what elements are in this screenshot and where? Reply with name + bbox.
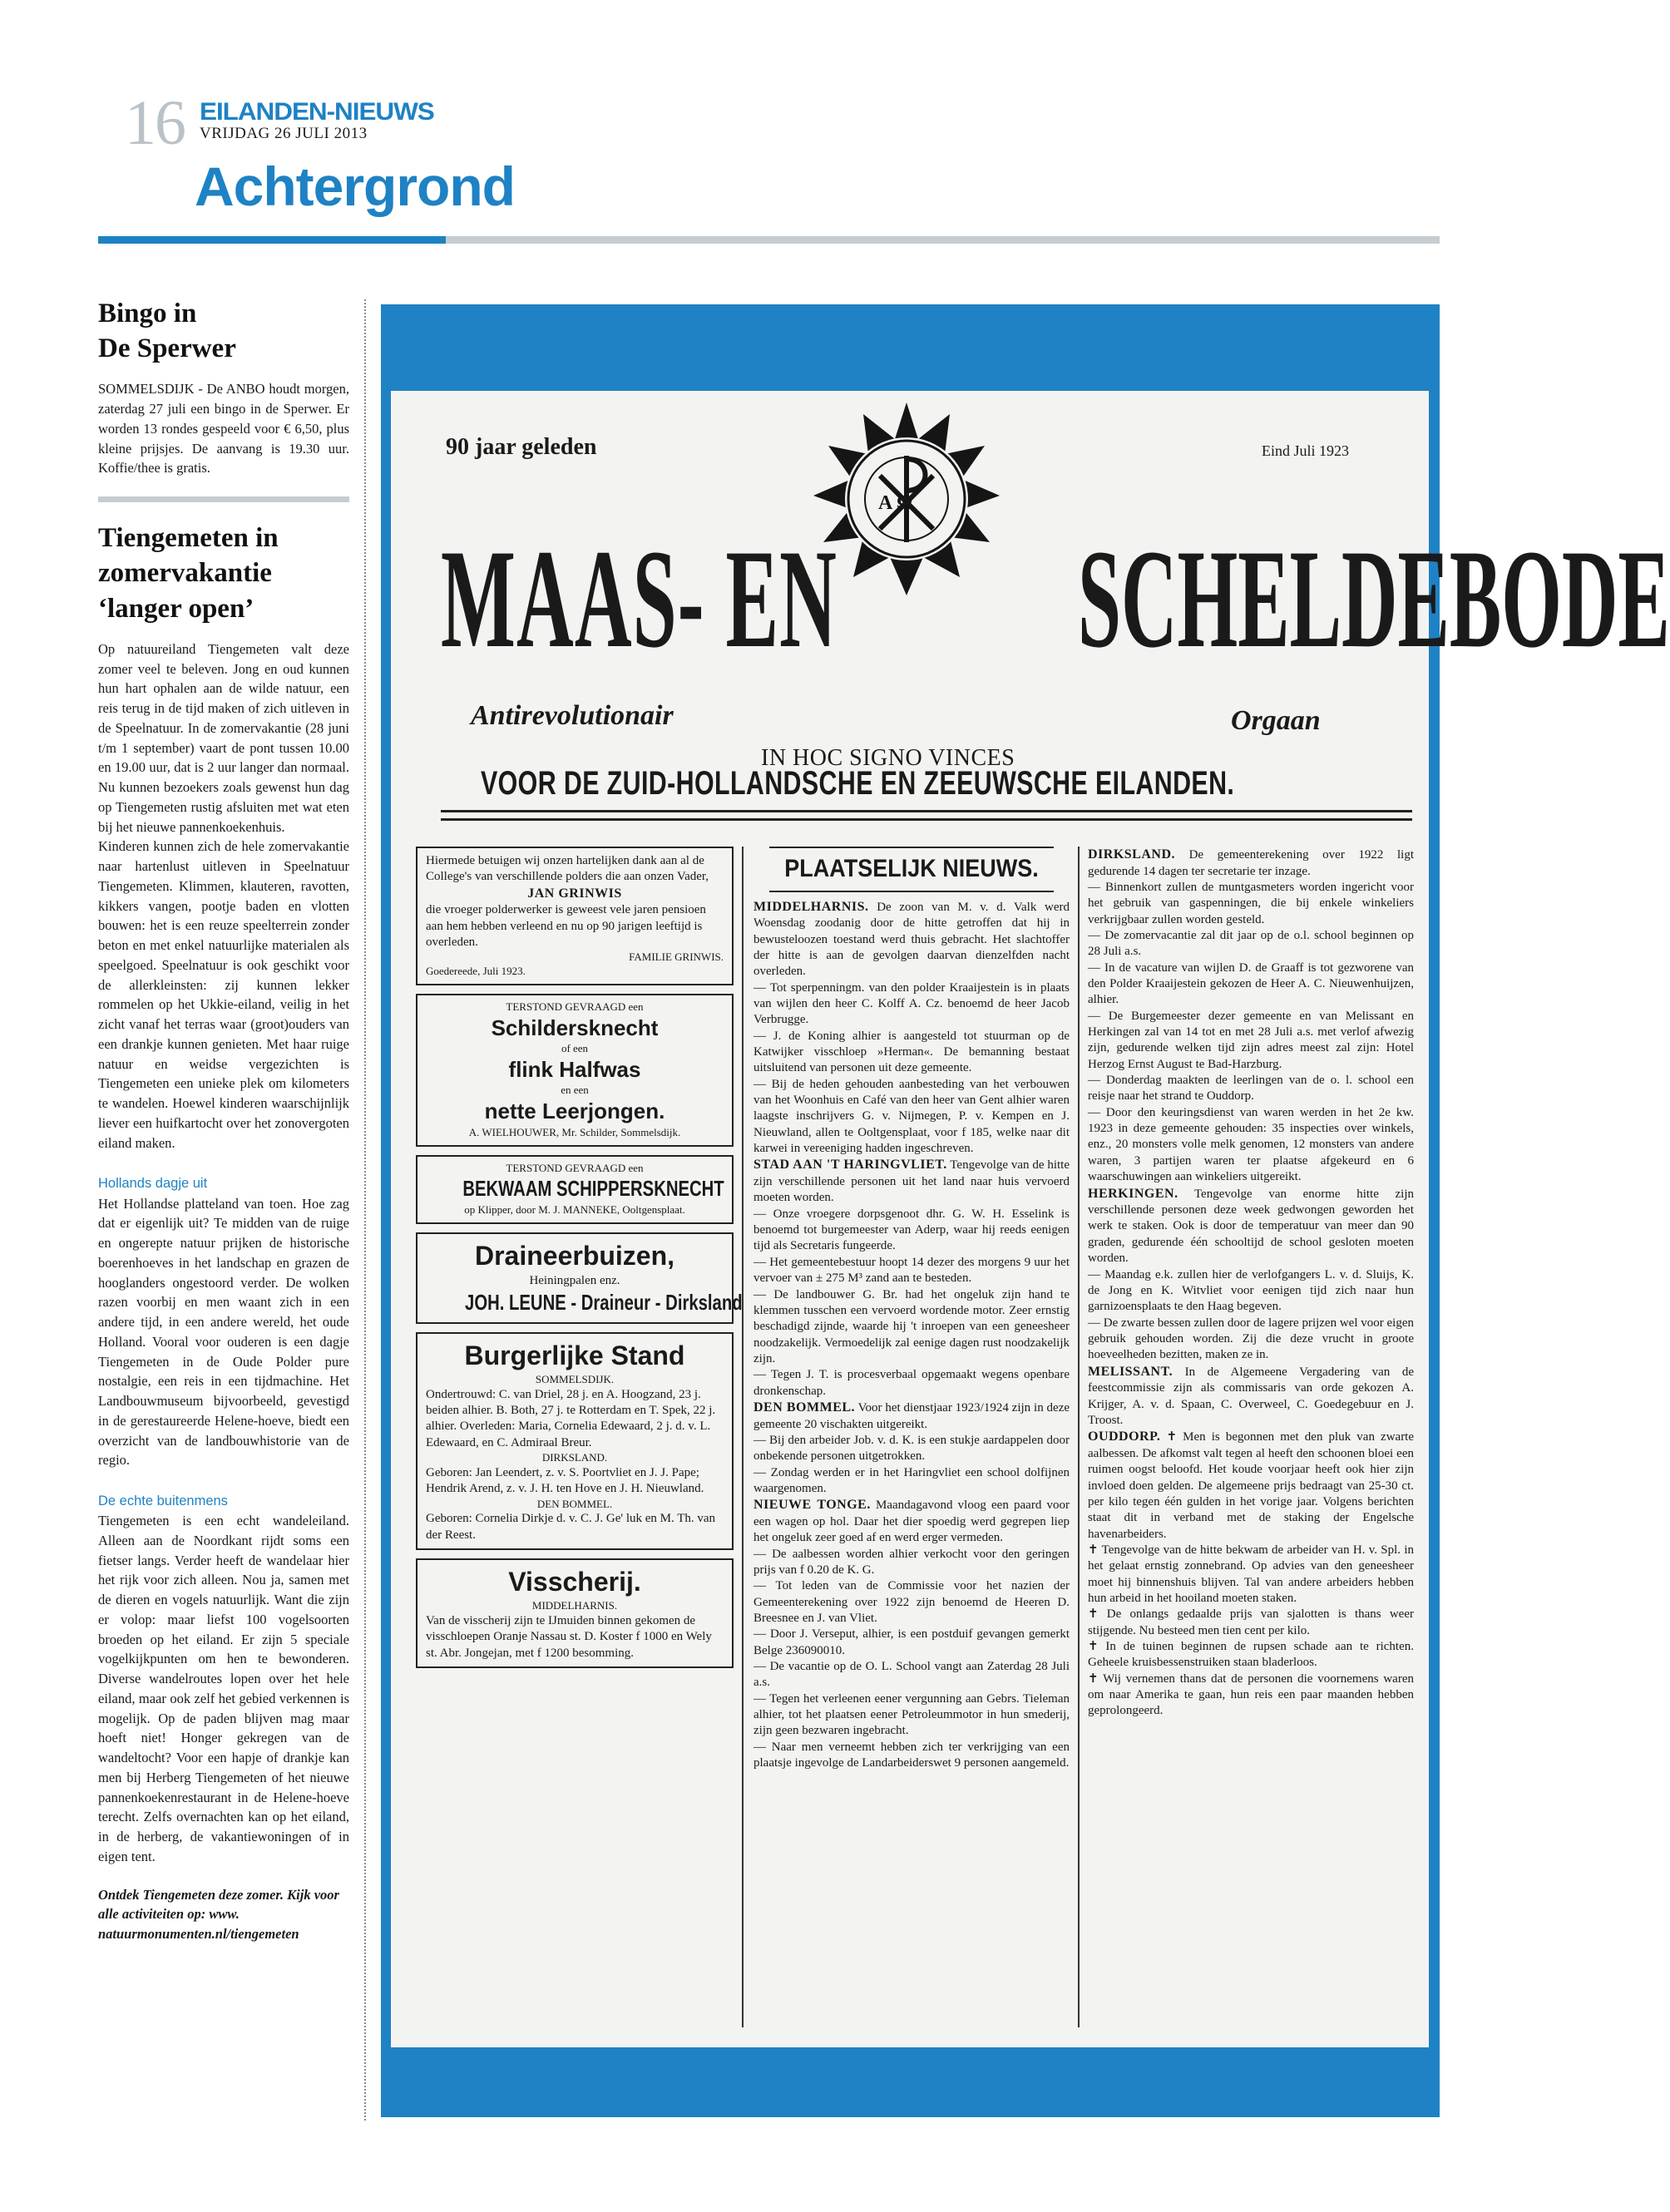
tagline-right: Orgaan [1231, 705, 1321, 736]
paragraph: Kinderen kunnen zich de hele zomervakantie naar hartenlust uitleven in Speelnatuur Tiengemeten. Klimmen, klauteren, ravotten, kikkers vangen, pootje baden en vlotten bouwen: het is een reuze speelterrein zonder beton en met enkel natuurlijke materialen als speelgoed. Speelnatuur is ook geschikt voor de allerkleinsten: zij kunnen lekker rommelen op het Ukkie-eiland, veilig in het zicht vanaf het terras waar (groot)ouders van een drankje kunnen genieten. Met haar ruige natuur en weidse vergezichten is Tiengemeten een unieke plek om kilometers te wandelen. Hoewel kinderen waarschijnlijk liever een huifkartocht over het zonovergoten eiland maken. [98, 838, 349, 1151]
local-news-heading: PLAATSELIJK NIEUWS. [769, 847, 1054, 892]
job-advertisement: TERSTOND GEVRAAGD een BEKWAAM SCHIPPERSKNECHT op Klipper, door M. J. MANNEKE, Ooltgensplaat. [416, 1155, 734, 1224]
subheading: De echte buitenmens [98, 1494, 228, 1509]
column-rule [742, 847, 744, 2027]
column-separator [364, 299, 366, 2121]
bingo-title: Bingo in De Sperwer [98, 299, 236, 364]
newspaper-column-regional-news: DIRKSLAND. De gemeenterekening over 1922 ligt gedurende 14 dagen ter secretarie ter inzage. — Binnenkort zullen de muntgasmeters worden ingericht voor het gebruik van gaspenningen, die bij enkele winkeliers verkrijgbaar zullen worden gesteld. — De zomervacantie zal dit jaar op de o.l. school beginnen op 28 Juli a.s. — In de vacature van wijlen D. de Graaff is tot gezworene van den Polder Kraaijestein gekozen de Heer A. C. Nieuwenhuijzen, alhier. — De Burgemeester dezer gemeente en van Melissant en Herkingen zal van 14 tot en met 28 Juli a.s. met verlof afwezig zijn, gedurende welken tijd zijn adres meest zal zijn: Hotel Herzog Ernst August te Bad-Harzburg. — Donderdag maakten de leerlingen van de o. l. school een reisje naar het strand te Ouddorp. — Door den keuringsdienst van waren werden in het 2e kw. 1923 in deze gemeente gehouden: 35 inspecties over winkels, enz., 20 monsters volle melk genomen, 12 monsters van andere waren, 3 partijen waren ter plaatse afgekeurd en 6 waarschuwingen aan winkeliers uitgereikt. HERKINGEN. Tengevolge van enorme hitte zijn verschillende personen deze week gedwongen geworden het werk te staken. Ook is door de temperatuur van meer dan 90 graden, gedurende één schooltijd de school gesloten moeten worden. — Maandag e.k. zullen hier de verlofgangers L. v. d. Sluijs, K. de Jong en K. Witvliet voor eenigen tijd zich naar hun garnizoensplaats te den Haag begeven. — De zwarte bessen zullen door de lagere prijzen wel voor eigen gebruik gehouden worden. Zij die deze vrucht in groote hoeveelheden bezitten, maken ze in. MELISSANT. In de Algemeene Vergadering van de feestcommissie zijn als commissaris van orde gekozen A. Krijger, A. v. d. Spaan, C. Overweel, C. Goedegebuur en J. Troost. OUDDORP. ✝ Men is begonnen met den pluk van zwarte aalbessen. De afkomst valt tegen al heeft den schoonen bloei een ruimen oogst beloofd. Het koude voorjaar heeft ook hier zijn invloed doen gelden. De algemeene prijs bedraagt van 25-30 ct. per kilo tegen één gulden in het vorige jaar. Volgens berichten staat dit in verband met de staking der Engelsche havenarbeiders. ✝ Tengevolge van de hitte bekwam de arbeider van H. v. Spl. in het gelaat ernstig zonnebrand. Op advies van den geneesheer moet hij binnenshuis blijven. Tal van andere arbeiders hebben hun arbeid in het hooiland moeten staken. ✝ De onlangs gedaalde prijs van sjalotten is thans weer stijgende. Nu besteed men tien cent per kilo. ✝ In de tuinen beginnen de rupsen schade aan te richten. Geheele kruisbessenstruiken staan bladerloos. ✝ Wij vernemen thans dat de personen die voornemens waren om naar Amerika te gaan, hun reis een paar maanden hebben geprolongeerd. [1088, 847, 1415, 1718]
bingo-body: SOMMELSDIJK - De ANBO houdt morgen, zaterdag 27 juli een bingo in de Sperwer. Er worden 13 rondes gespeeld voor € 6,50, plus kleine prijsjes. De aanvang is 19.30 uur. Koffie/thee is gratis. [98, 381, 349, 476]
section-title: Achtergrond [195, 156, 515, 217]
civil-registry: Burgerlijke Stand SOMMELSDIJK. Ondertrouwd: C. van Driel, 28 j. en A. Hoogzand, 23 j. beiden alhier. B. Both, 27 j. te Rotterdam en T. Spek, 22 j. alhier. Overleden: Maria, Cornelia Edewaard, 2 j. d. v. L. Edewaard, en C. Admiraal Breur. DIRKSLAND. Geboren: Jan Leendert, z. v. S. Poortvliet en J. J. Pape; Hendrik Arend, z. v. J. H. ten Hove en J. H. Nieuwland. DEN BOMMEL. Geboren: Cornelia Dirkje d. v. C. J. Ge' luk en M. Th. van der Reest. [416, 1332, 734, 1550]
header-rule-accent [98, 236, 446, 244]
masthead-right: SCHELDEBODE [1078, 521, 1670, 677]
newspaper-column-ads [416, 847, 743, 1676]
masthead-left: MAAS- EN [441, 521, 838, 677]
tiengemeten-title: Tiengemeten in zomervakantie ‘langer open’ [98, 523, 279, 624]
masthead-rule [441, 818, 1412, 821]
business-advertisement: Draineerbuizen, Heiningpalen enz. JOH. LEUNE - Draineur - Dirksland [416, 1232, 734, 1324]
paragraph: Op natuureiland Tiengemeten valt deze zomer veel te beleven. Jong en oud kunnen hun hart ophalen aan de wilde natuur, een reis terug in de tijd maken of zich uitleven in de Speelnatuur. In de zomervakantie (28 juni t/m 1 september) vaart de pont tussen 10.00 en 19.00 uur, dat is 2 uur langer dan normaal. Nu kunnen bezoekers zoals gewenst hun dag op Tiengemeten rustig afsluiten met wat eten bij het nieuwe pannenkoekenhuis. [98, 640, 349, 835]
page-number: 16 [125, 88, 185, 158]
fishery-report: Visscherij. MIDDELHARNIS. Van de visscherij zijn te IJmuiden binnen gekomen de visschloepen Oranje Nassau st. D. Koster f 1000 en Wely st. Abr. Jongejan, met f 1200 besomming. [416, 1558, 734, 1668]
column-rule [1078, 847, 1080, 2027]
years-ago-label: 90 jaar geleden [446, 434, 597, 460]
subheading: Hollands dagje uit [98, 1176, 208, 1192]
left-column [98, 296, 349, 1944]
paragraph: Tiengemeten is een echt wandeleiland. Alleen aan de Noordkant rijdt soms een fietser langs. Verder heeft de wandelaar hier het rijk voor zich alleen. Nou ja, samen met de dieren en vogels natuurlijk. Want die zijn er volop: maar liefst 100 vogelsoorten broeden op het eiland. Er zijn 5 speciale vogelkijkpunten om hen te bewonderen. Diverse wandelroutes lopen over het hele eiland, maar ook zelf het gebied verkennen is mogelijk. Op de paden blijven mag maar hoeft niet! Honger gekregen van de wandeltocht? Voor een hapje of drankje kan men bij Herberg Tiengemeten of het nieuwe pannenkoekenrestaurant in de Helene-hoeve terecht. Zelfs overnachten kan op het eiland, in de herberg, de vakantiewoningen of in eigen tent. [98, 1513, 349, 1864]
historic-date: Eind Juli 1923 [1261, 442, 1349, 459]
masthead-rule [441, 810, 1412, 812]
paragraph: Het Hollandse platteland van toen. Hoe zag dat er eigenlijk uit? Te midden van de ruige en ongerepte natuur prijken de historische boerenhoeves in het landschap en grazen de hooglanders ongestoord verder. De wolken razen voorbij en men waant zich in een andere tijd, in een andere wereld, het oude Holland. Vooral voor ouderen is een dagje Tiengemeten in de Oude Polder pure nostalgie, een reis in een tijdmachine. Het Landbouwmuseum bijvoorbeeld, gevestigd in de gerestaureerde Helene-hoeve, biedt een overzicht van de landbouwhistorie van de regio. [98, 1195, 349, 1469]
newspaper-brand: EILANDEN-NIEUWS [200, 98, 434, 126]
tagline-left: Antirevolutionair [471, 700, 674, 731]
masthead-subtitle: VOOR DE ZUID-HOLLANDSCHE EN ZEEUWSCHE EILANDEN. [481, 765, 1235, 802]
issue-date: VRIJDAG 26 JULI 2013 [200, 125, 368, 142]
death-notice: Hiermede betuigen wij onzen hartelijken dank aan al de College's van verschillende polders die aan onzen Vader, JAN GRINWIS die vroeger polderwerker is geweest vele jaren pensioen aan hem hebben verleend en nu op 90 jarigen leeftijd is overleden. FAMILIE GRINWIS. Goedereede, Juli 1923. [416, 847, 734, 985]
historic-newspaper-scan [391, 391, 1670, 2047]
article-footer-note: Ontdek Tiengemeten deze zomer. Kijk voor alle activiteiten op: www. natuurmonumenten.nl/tiengemeten [98, 1886, 339, 1943]
motto: IN HOC SIGNO VINCES [761, 745, 1015, 771]
article-divider [98, 496, 349, 502]
tiengemeten-body [98, 639, 349, 1153]
newspaper-column-local-news: PLAATSELIJK NIEUWS. MIDDELHARNIS. De zoon van M. v. d. Valk werd Woensdag zoodanig door de hitte getroffen dat hij in bewusteloozen toestand werd thuis gebracht. Het slachtoffer der hitte is aan de gevolgen daarvan dienzelfden nacht overleden. — Tot sperpenningm. van den polder Kraaijestein is in plaats van wijlen den heer C. Kolff A. Cz. benoemd de heer Jacob Verbrugge. — J. de Koning alhier is aangesteld tot stuurman op de Katwijker visschloep »Herman«. De bemanning bestaat uitsluitend van personen uit deze gemeente. — Bij de heden gehouden aanbesteding van het verbouwen van het Woonhuis en Café van den heer van Gent alhier waren laagste inschrijvers G. v. Nijmegen, P. v. Kempen en J. Nieuwland, allen te Ooltgensplaat, voor f 185, welke naar dit karwei in vereeniging hadden ingeschreven. STAD AAN 'T HARINGVLIET. Tengevolge van de hitte zijn verschillende personen uit het land naar huis vervoerd moeten worden. — Onze vroegere dorpsgenoot dhr. G. W. H. Esselink is benoemd tot burgemeester van Aderp, waar hij reeds eenigen tijd als Secretaris fungeerde. — Het gemeentebestuur hoopt 14 dezer des morgens 9 uur het vervoer van ± 275 M³ zand aan te besteden. — De landbouwer G. Br. had het ongeluk zijn hand te klemmen tusschen een vervoerd wordende motor. Zeer ernstig beschadigd zijnde, waarde hij 't inroepen van een geneesheer noodzakelijk. Vermoedelijk zal eenige dagen rust noodzakelijk zijn. — Tegen J. T. is procesverbaal opgemaakt wegens openbare dronkenschap. DEN BOMMEL. Voor het dienstjaar 1923/1924 zijn in deze gemeente 20 vischakten uitgereikt. — Bij den arbeider Job. v. d. K. is een stukje aardappelen door onbekende personen uitgetrokken. — Zondag werden er in het Haringvliet een school dolfijnen waargenomen. NIEUWE TONGE. Maandagavond vloog een paard voor een wagen op hol. Daar het dier spoedig werd gegrepen liep het ongeluk zeer goed af en werd erger vermeden. — De aalbessen worden alhier verkocht voor den geringen prijs van f 0.20 de K. G. — Tot leden van de Commissie voor het nazien der Gemeenterekening over 1922 zijn benoemd de Heeren D. Breesnee en J. van Vliet. — Door J. Verseput, alhier, is een postduif gevangen gemerkt Belge 236090010. — De vacantie op de O. L. School vangt aan Zaterdag 28 Juli a.s. — Tegen het verleenen eener vergunning aan Gebrs. Tieleman alhier, tot het plaatsen eener Petroleummotor in hun smederij, zijn geen bezwaren ingebracht. — Naar men verneemt hebben zich ter verkrijging van een plaatsje ingevolge de Landarbeiderswet 9 personen aangemeld. [753, 847, 1070, 1771]
job-advertisement: TERSTOND GEVRAAGD een Schildersknecht of een flink Halfwas en een nette Leerjongen. A. WIELHOUWER, Mr. Schilder, Sommelsdijk. [416, 994, 734, 1147]
header-rule [446, 236, 1440, 244]
emblem-letters: Α Ω [878, 492, 913, 514]
